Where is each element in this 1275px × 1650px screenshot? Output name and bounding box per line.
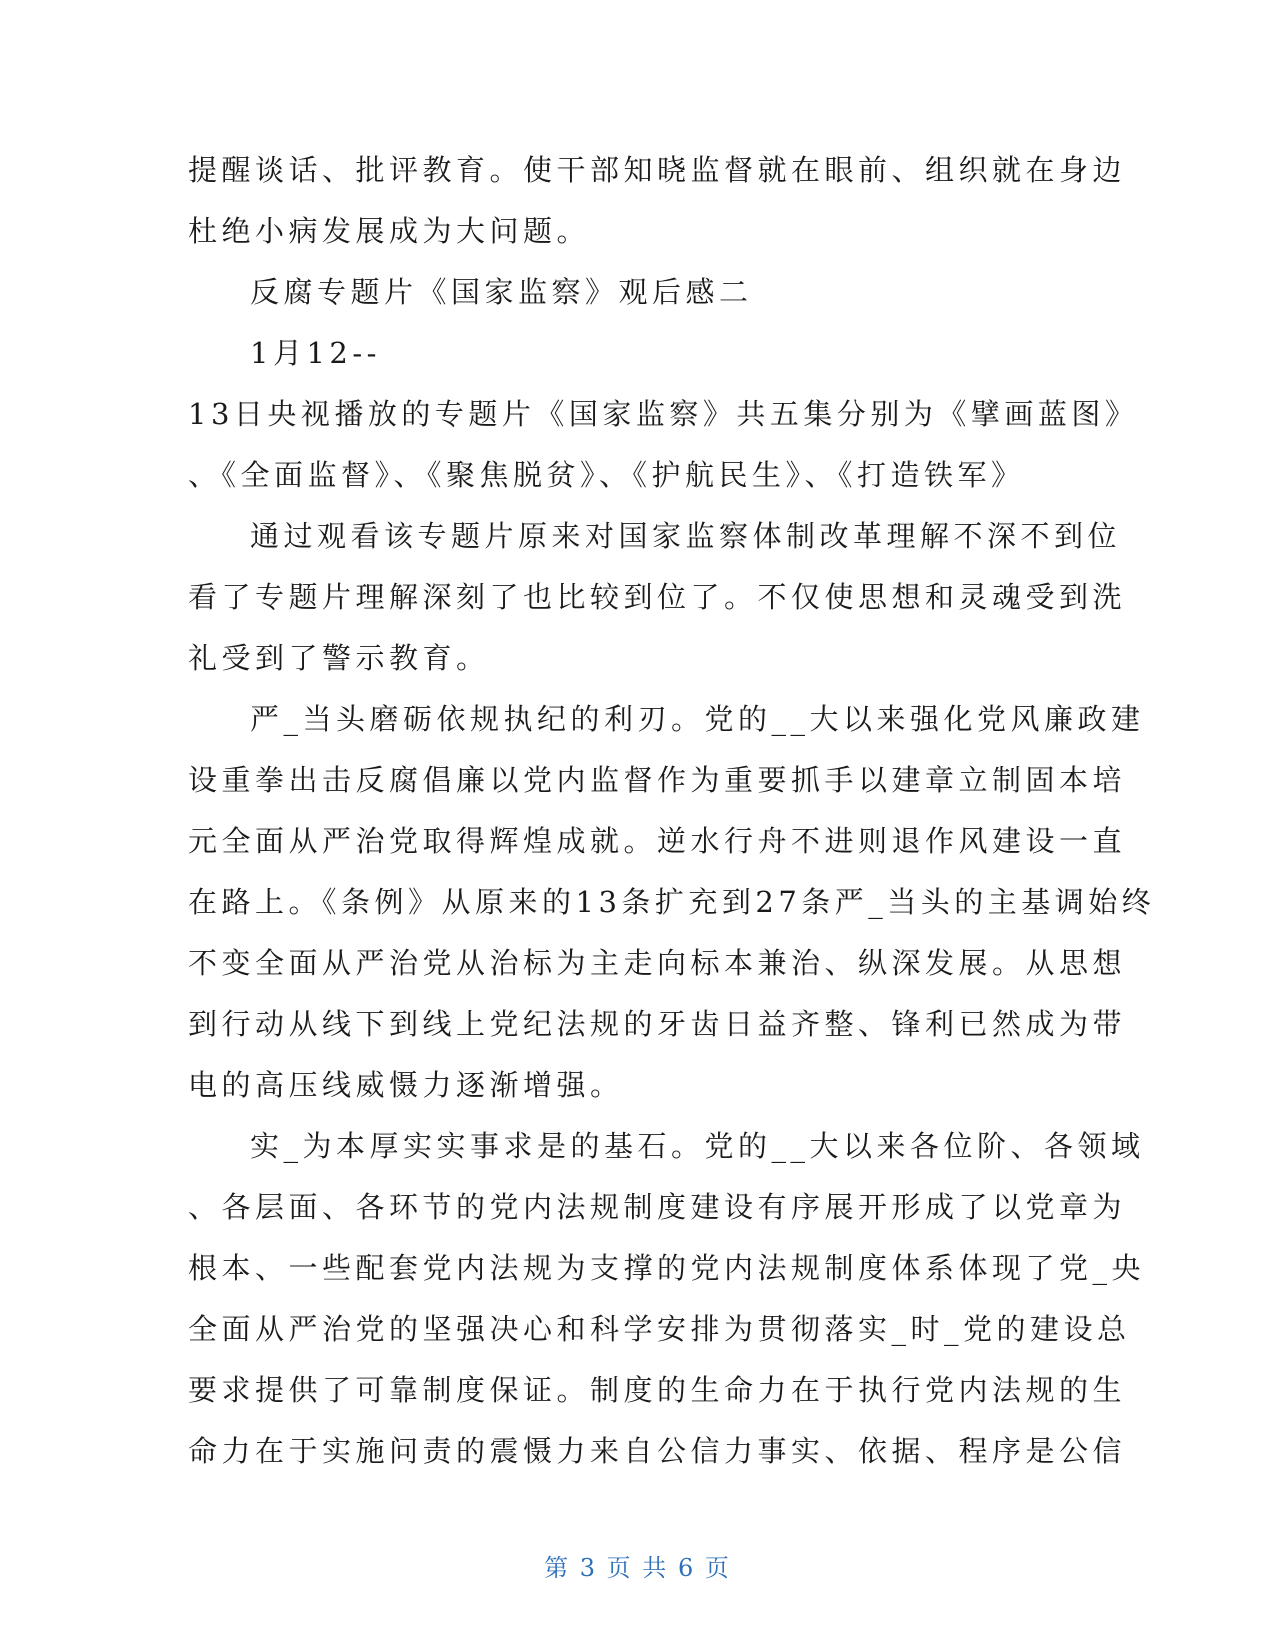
text-line: 杜绝小病发展成为大问题。 [188, 214, 591, 248]
page-number: 第 3 页 共 6 页 [544, 1554, 731, 1582]
text-line: 不变全面从严治党从治标为主走向标本兼治、纵深发展。从思想 [188, 946, 1127, 980]
text-line: 要求提供了可靠制度保证。制度的生命力在于执行党内法规的生 [188, 1373, 1127, 1407]
text-line: 提醒谈话、批评教育。使干部知晓监督就在眼前、组织就在身边 [188, 153, 1127, 187]
paragraph-start: 实_为本厚实实事求是的基石。党的__大以来各位阶、各领域 [250, 1129, 1145, 1163]
text-line: 根本、一些配套党内法规为支撑的党内法规制度体系体现了党_央 [188, 1251, 1146, 1285]
text-line: 全面从严治党的坚强决心和科学安排为贯彻落实_时_党的建设总 [188, 1312, 1131, 1346]
text-line: 礼受到了警示教育。 [188, 641, 490, 675]
text-line: 电的高压线威慑力逐渐增强。 [188, 1068, 624, 1102]
text-line: 、各层面、各环节的党内法规制度建设有序展开形成了以党章为 [188, 1190, 1127, 1224]
text-line: 在路上。《条例》从原来的13条扩充到27条严_当头的主基调始终 [188, 885, 1156, 919]
text-line: 设重拳出击反腐倡廉以党内监督作为重要抓手以建章立制固本培 [188, 763, 1127, 797]
section-heading: 反腐专题片《国家监察》观后感二 [250, 275, 753, 309]
text-line: 1月12-- [250, 336, 381, 370]
text-line: 13日央视播放的专题片《国家监察》共五集分别为《擘画蓝图》 [188, 397, 1139, 431]
text-line: 看了专题片理解深刻了也比较到位了。不仅使思想和灵魂受到洗 [188, 580, 1127, 614]
text-line: 到行动从线下到线上党纪法规的牙齿日益齐整、锋利已然成为带 [188, 1007, 1127, 1041]
text-line: 命力在于实施问责的震慑力来自公信力事实、依据、程序是公信 [188, 1434, 1127, 1468]
text-line: 、《全面监督》、《聚焦脱贫》、《护航民生》、《打造铁军》 [188, 458, 1025, 492]
document-body [188, 140, 1156, 1482]
paragraph-start: 严_当头磨砺依规执纪的利刃。党的__大以来强化党风廉政建 [250, 702, 1145, 736]
text-line: 元全面从严治党取得辉煌成就。逆水行舟不进则退作风建设一直 [188, 824, 1127, 858]
paragraph-start: 通过观看该专题片原来对国家监察体制改革理解不深不到位 [250, 519, 1122, 553]
